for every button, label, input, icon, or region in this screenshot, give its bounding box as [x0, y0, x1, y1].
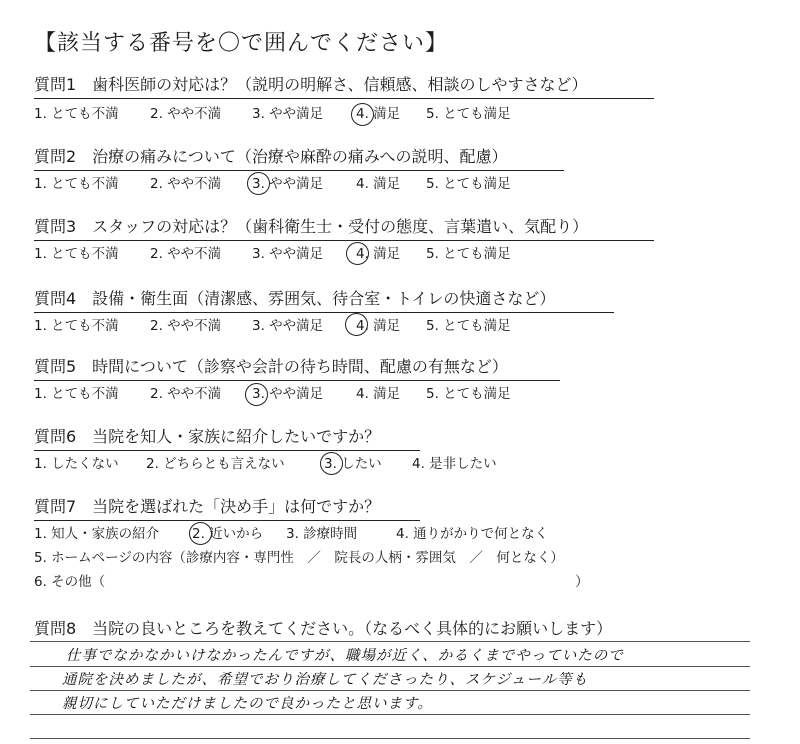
question-2-underline: [34, 170, 564, 171]
q3-option-4[interactable]: 4. 満足: [356, 246, 401, 262]
question-4-underline: [34, 312, 614, 313]
q5-option-1[interactable]: 1. とても不満: [34, 386, 119, 402]
question-6-underline: [34, 450, 420, 451]
answer-line-2: [30, 666, 750, 667]
question-3-underline: [34, 240, 654, 241]
q4-option-4[interactable]: 4. 満足: [356, 318, 401, 334]
q7-option-5[interactable]: 5. ホームページの内容（診療内容・専門性 ／ 院長の人柄・雰囲気 ／ 何となく）: [34, 550, 564, 566]
q5-selected-circle: [245, 383, 268, 406]
q3-option-5[interactable]: 5. とても満足: [426, 246, 511, 262]
q1-option-4[interactable]: 4. 満足: [356, 106, 401, 122]
handwritten-answer-line-3: 親切にしていただけましたので良かったと思います。: [62, 696, 433, 712]
q1-option-1[interactable]: 1. とても不満: [34, 106, 119, 122]
q4-option-2[interactable]: 2. やや不満: [150, 318, 222, 334]
q2-selected-circle: [247, 172, 270, 195]
question-5-title: 質問5 時間について（診察や会計の待ち時間、配慮の有無など）: [34, 357, 508, 376]
q6-option-1[interactable]: 1. したくない: [34, 456, 119, 472]
question-5-underline: [34, 380, 560, 381]
handwritten-answer-line-2: 通院を決めましたが、希望でおり治療してくださったり、スケジュール等も: [62, 672, 589, 688]
question-8-title: 質問8 当院の良いところを教えてください。（なるべく具体的にお願いします）: [34, 619, 613, 638]
q2-option-1[interactable]: 1. とても不満: [34, 176, 119, 192]
q5-option-2[interactable]: 2. やや不満: [150, 386, 222, 402]
q4-option-1[interactable]: 1. とても不満: [34, 318, 119, 334]
q6-option-2[interactable]: 2. どちらとも言えない: [146, 456, 285, 472]
q6-selected-circle: [320, 452, 343, 475]
q1-option-2[interactable]: 2. やや不満: [150, 106, 222, 122]
answer-line-5: [30, 738, 750, 739]
q3-option-2[interactable]: 2. やや不満: [150, 246, 222, 262]
q5-option-5[interactable]: 5. とても満足: [426, 386, 511, 402]
question-2-title: 質問2 治療の痛みについて（治療や麻酔の痛みへの説明、配慮）: [34, 147, 508, 166]
answer-line-4: [30, 714, 750, 715]
q5-option-3[interactable]: 3. やや満足: [252, 386, 324, 402]
form-title: 【該当する番号を〇で囲んでください】: [34, 31, 449, 56]
q5-option-4[interactable]: 4. 満足: [356, 386, 401, 402]
q7-option-6-label: 6. その他（: [34, 574, 106, 590]
question-7-title: 質問7 当院を選ばれた「決め手」は何ですか？: [34, 497, 381, 516]
answer-line-3: [30, 690, 750, 691]
q2-option-5[interactable]: 5. とても満足: [426, 176, 511, 192]
question-3-title: 質問3 スタッフの対応は？（歯科衛生士・受付の態度、言葉遣い、気配り）: [34, 217, 589, 236]
q7-option-1[interactable]: 1. 知人・家族の紹介: [34, 526, 160, 542]
q7-option-2[interactable]: 2. 近いから: [192, 526, 264, 542]
q3-option-3[interactable]: 3. やや満足: [252, 246, 324, 262]
question-4-title: 質問4 設備・衛生面（清潔感、雰囲気、待合室・トイレの快適さなど）: [34, 289, 556, 308]
question-7-underline: [34, 520, 420, 521]
q7-option-6[interactable]: [34, 572, 614, 592]
question-6-title: 質問6 当院を知人・家族に紹介したいですか？: [34, 427, 381, 446]
q7-option-6-close: ）: [575, 574, 589, 590]
q4-option-5[interactable]: 5. とても満足: [426, 318, 511, 334]
answer-line-1: [30, 641, 750, 642]
question-1-title: 質問1 歯科医師の対応は？（説明の明解さ、信頼感、相談のしやすさなど）: [34, 75, 588, 94]
q3-option-1[interactable]: 1. とても不満: [34, 246, 119, 262]
q7-selected-circle: [189, 522, 212, 545]
q3-selected-circle: [346, 242, 369, 265]
q2-option-2[interactable]: 2. やや不満: [150, 176, 222, 192]
q2-option-3[interactable]: 3. やや満足: [252, 176, 324, 192]
q1-option-3[interactable]: 3. やや満足: [252, 106, 324, 122]
q1-option-5[interactable]: 5. とても満足: [426, 106, 511, 122]
q6-option-4[interactable]: 4. 是非したい: [412, 456, 497, 472]
q2-option-4[interactable]: 4. 満足: [356, 176, 401, 192]
q1-selected-circle: [351, 103, 374, 126]
q7-option-4[interactable]: 4. 通りがかりで何となく: [396, 526, 549, 542]
q6-option-3[interactable]: 3. したい: [324, 456, 382, 472]
q4-option-3[interactable]: 3. やや満足: [252, 318, 324, 334]
handwritten-answer-line-1: 仕事でなかなかいけなかったんですが、職場が近く、かるくまでやっていたので: [66, 648, 624, 664]
q7-option-3[interactable]: 3. 診療時間: [286, 526, 358, 542]
q4-selected-circle: [345, 313, 368, 336]
question-1-underline: [34, 98, 654, 99]
